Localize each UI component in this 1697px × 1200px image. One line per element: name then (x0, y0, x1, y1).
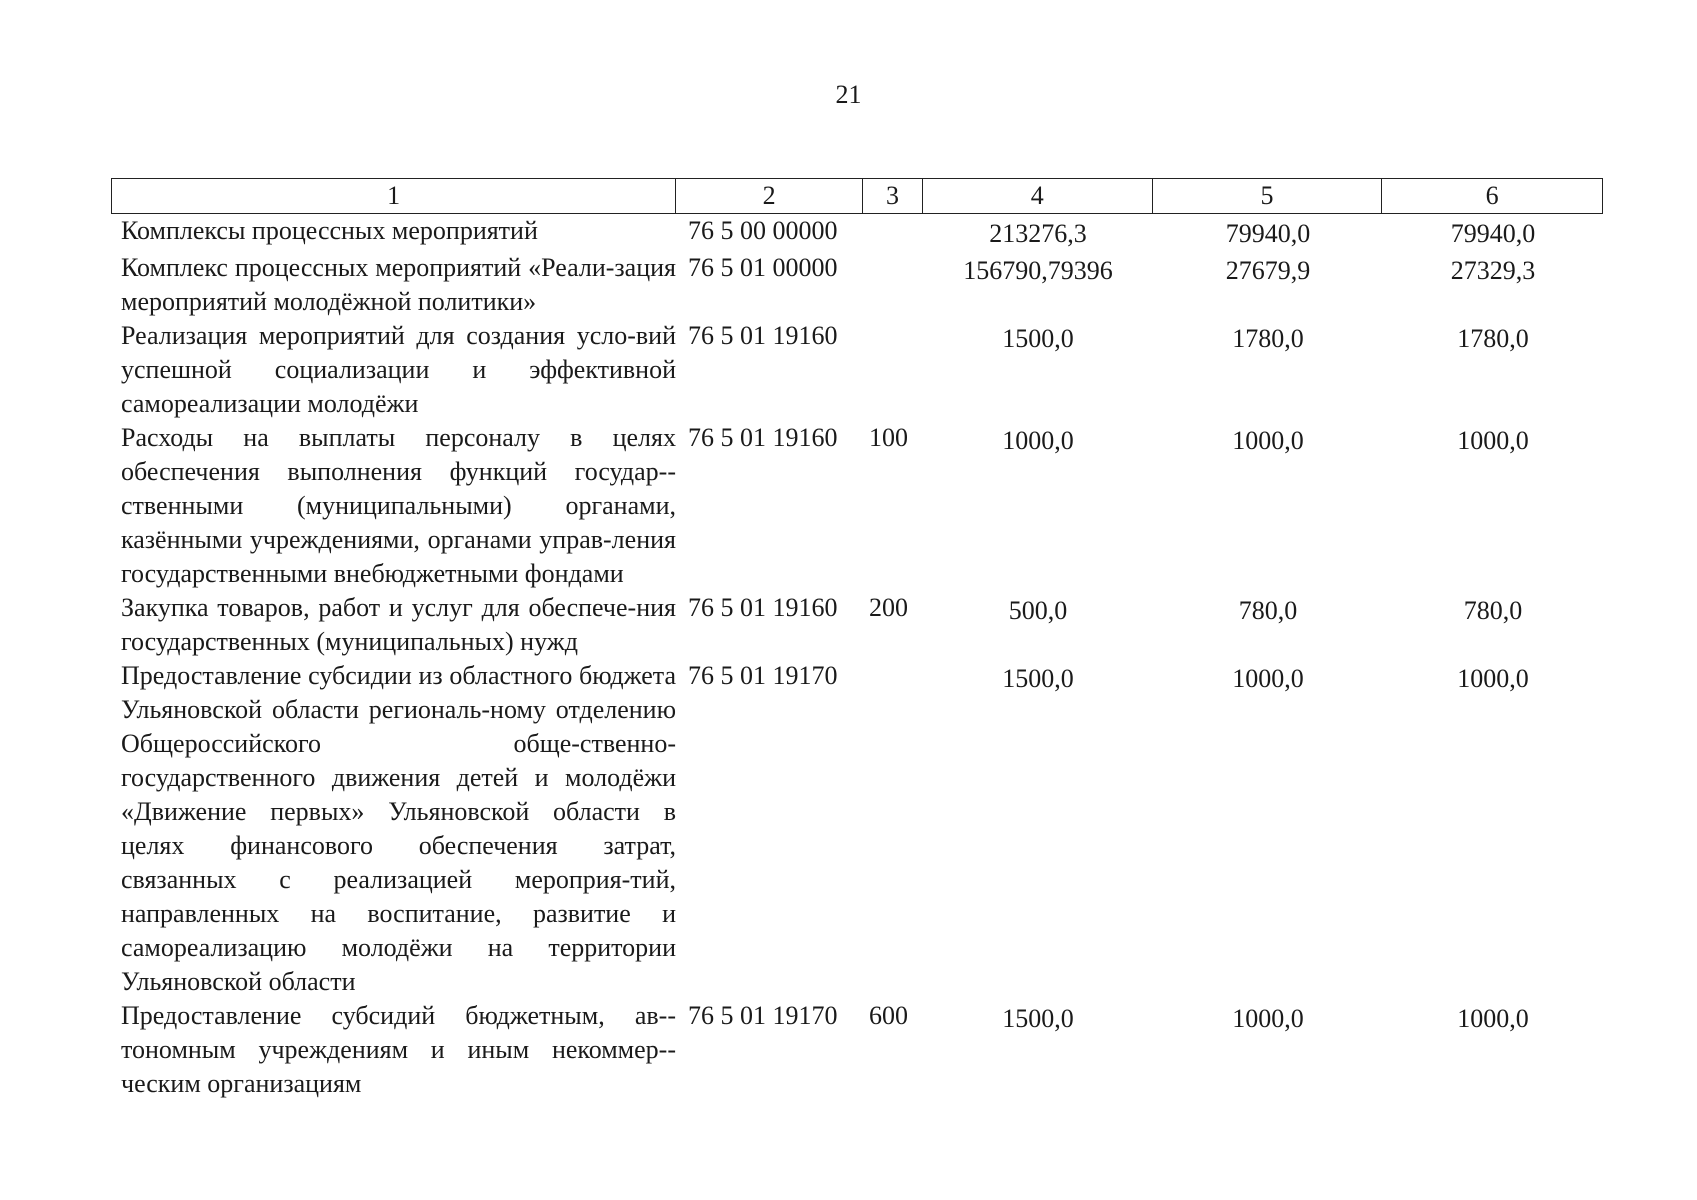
row-code: 76 5 01 19170 (688, 1001, 838, 1030)
row-value-6: 27329,3 (1450, 256, 1536, 285)
row-value-6: 1000,0 (1457, 1004, 1529, 1033)
row-value-4: 1500,0 (1002, 1004, 1074, 1033)
column-header-5: 5 (1153, 179, 1383, 213)
row-value-5: 1000,0 (1232, 1004, 1304, 1033)
column-header-1: 1 (112, 179, 676, 213)
row-name: Закупка товаров, работ и услуг для обеспече-ния государственных (муниципальных) нужд (121, 593, 676, 656)
row-code: 76 5 01 19170 (688, 661, 838, 690)
row-name: Комплекс процессных мероприятий «Реали-зация мероприятий молодёжной политики» (121, 253, 676, 316)
row-expense-type: 200 (869, 593, 908, 622)
row-name: Предоставление субсидий бюджетным, ав-тономным учреждениям и иным некоммер-ческим организациям (121, 1001, 676, 1098)
row-code: 76 5 01 19160 (688, 593, 838, 622)
row-code: 76 5 01 19160 (688, 423, 838, 452)
column-header-2: 2 (676, 179, 863, 213)
row-expense-type: 600 (869, 1001, 908, 1030)
row-name: Расходы на выплаты персоналу в целях обеспечения выполнения функций государ-ственными (муниципальными) органами, казёнными учреждениями, органами управ-ления государственными внебюджетными фондами (121, 423, 676, 588)
row-code: 76 5 01 19160 (688, 321, 838, 350)
row-value-5: 79940,0 (1225, 219, 1311, 248)
row-value-4: 1500,0 (1002, 664, 1074, 693)
table-header (111, 178, 1603, 214)
row-value-6: 1000,0 (1457, 664, 1529, 693)
table-row (111, 999, 1603, 1101)
table-body (111, 214, 1603, 1101)
column-header-3: 3 (863, 179, 923, 213)
row-value-4: 500,0 (1008, 596, 1068, 625)
row-value-5: 1000,0 (1232, 426, 1304, 455)
row-value-5: 780,0 (1238, 596, 1298, 625)
row-value-4: 213276,3 (989, 219, 1087, 248)
table-row (111, 591, 1603, 659)
row-value-6: 1000,0 (1457, 426, 1529, 455)
table-row (111, 319, 1603, 421)
column-header-4: 4 (923, 179, 1153, 213)
row-name: Комплексы процессных мероприятий (121, 216, 538, 245)
row-value-6: 79940,0 (1450, 219, 1536, 248)
column-header-6: 6 (1485, 181, 1499, 210)
page-number: 21 (835, 80, 862, 109)
row-value-6: 1780,0 (1457, 324, 1529, 353)
row-expense-type: 100 (869, 423, 908, 452)
row-value-4: 1000,0 (1002, 426, 1074, 455)
table-row (111, 251, 1603, 319)
table-row (111, 214, 1603, 251)
table-row (111, 659, 1603, 999)
row-code: 76 5 01 00000 (688, 253, 838, 282)
row-value-4: 1500,0 (1002, 324, 1074, 353)
row-value-5: 27679,9 (1225, 256, 1311, 285)
row-code: 76 5 00 00000 (688, 216, 838, 245)
row-value-6: 780,0 (1463, 596, 1523, 625)
row-name: Реализация мероприятий для создания усло-вий успешной социализации и эффективной самореализации молодёжи (121, 321, 676, 418)
table-row (111, 421, 1603, 591)
row-name: Предоставление субсидии из областного бюджета Ульяновской области региональ-ному отделению Общероссийского обще-ственно-государственного движения детей и молодёжи «Движение первых» Ульяновской области в целях финансового обеспечения затрат, связанных с реализацией мероприя-тий, направленных на воспитание, развитие и самореализацию молодёжи на территории Ульяновской области (121, 661, 676, 996)
row-value-5: 1780,0 (1232, 324, 1304, 353)
row-value-4: 156790,79396 (963, 256, 1113, 285)
row-value-5: 1000,0 (1232, 664, 1304, 693)
